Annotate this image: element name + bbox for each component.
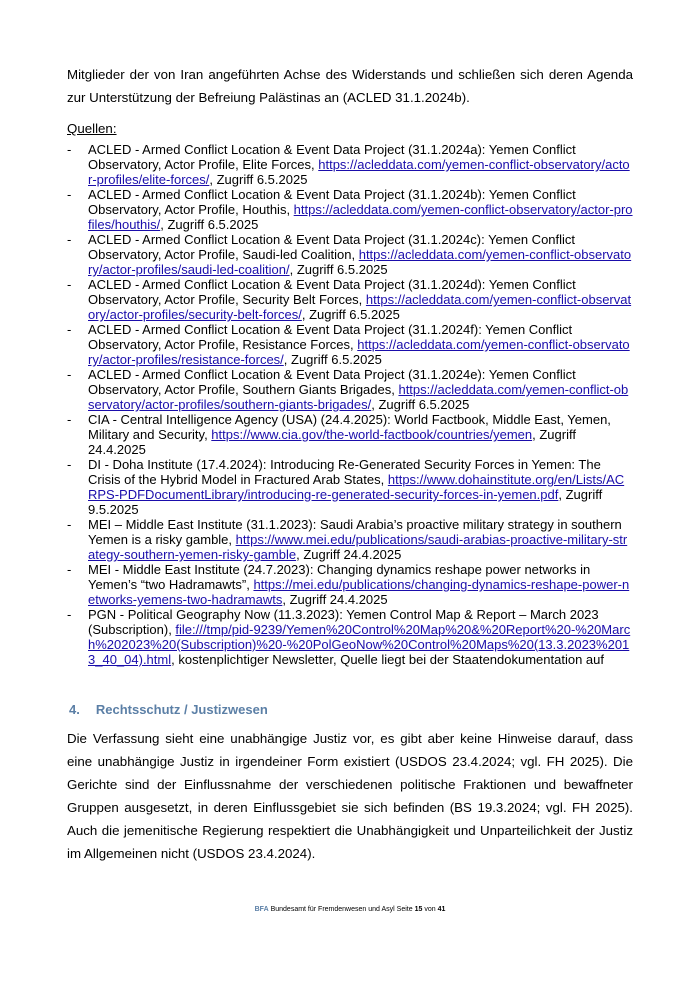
source-suffix: , Zugriff 6.5.2025 [301,307,400,322]
list-item [67,607,633,667]
bullet-dash: - [67,517,72,532]
source-link[interactable]: https://www.mei.edu/publications/saudi-arabias-proactive-military-strategy-southern-yemen-risky-gamble [88,532,628,562]
source-suffix: , Zugriff 9.5.2025 [88,487,603,517]
bullet-dash: - [67,187,72,202]
source-text: MEI – Middle East Institute (31.1.2023): Saudi Arabia’s proactive military strategy in southern Yemen is a risky gamble, [88,517,622,547]
source-suffix: , kostenplichtiger Newsletter, Quelle liegt bei der Staatendokumentation auf [171,652,604,667]
list-item [67,367,633,412]
source-link[interactable]: https://www.dohainstitute.org/en/Lists/ACRPS-PDFDocumentLibrary/introducing-re-generated-security-forces-in-yemen.pdf [88,472,625,502]
source-link[interactable]: file:///tmp/pid-9239/Yemen%20Control%20Map%20&%20Report%20-%20March%202023%20(Subscription)%20-%20PolGeoNow%20Control%20Maps%20(13.3.2023%2013_40_04).html [88,622,631,667]
source-link[interactable]: https://acleddata.com/yemen-conflict-observatory/actor-profiles/resistance-forces/ [88,337,630,367]
source-text: ACLED - Armed Conflict Location & Event Data Project (31.1.2024a): Yemen Conflict Observatory, Actor Profile, Elite Forces, [88,142,576,172]
source-suffix: , Zugriff 6.5.2025 [371,397,470,412]
list-item [67,562,633,607]
footer-page-total: 41 [437,906,446,913]
source-text: ACLED - Armed Conflict Location & Event Data Project (31.1.2024e): Yemen Conflict Observatory, Actor Profile, Southern Giants Brigades, [88,367,576,397]
source-text: MEI - Middle East Institute (24.7.2023): Changing dynamics reshape power networks in Yemen’s “two Hadramawts”, [88,562,591,592]
footer-org: Bundesamt für Fremdenwesen und Asyl [270,906,395,913]
list-item [67,322,633,367]
footer-page-label: Seite [396,906,413,913]
source-suffix: , Zugriff 24.4.2025 [296,547,402,562]
source-suffix: , Zugriff 6.5.2025 [160,217,259,232]
source-suffix: , Zugriff 24.4.2025 [282,592,388,607]
source-suffix: , Zugriff 24.4.2025 [88,427,576,457]
source-link[interactable]: https://acleddata.com/yemen-conflict-observatory/actor-profiles/security-belt-forces/ [88,292,632,322]
source-link[interactable]: https://acleddata.com/yemen-conflict-observatory/actor-profiles/elite-forces/ [88,157,630,187]
bullet-dash: - [67,322,72,337]
source-link[interactable]: https://mei.edu/publications/changing-dynamics-reshape-power-networks-yemens-two-hadramawts [88,577,630,607]
section-heading [69,701,268,719]
source-suffix: , Zugriff 6.5.2025 [289,262,388,277]
list-item [67,517,633,562]
source-link[interactable]: https://acleddata.com/yemen-conflict-observatory/actor-profiles/southern-giants-brigades/ [88,382,629,412]
list-item [67,232,633,277]
source-link[interactable]: https://acleddata.com/yemen-conflict-observatory/actor-profiles/saudi-led-coalition/ [88,247,632,277]
list-item [67,277,633,322]
source-suffix: , Zugriff 6.5.2025 [283,352,382,367]
source-link[interactable]: https://acleddata.com/yemen-conflict-observatory/actor-profiles/houthis/ [88,202,633,232]
body-paragraph: Die Verfassung sieht eine unabhängige Justiz vor, es gibt aber keine Hinweise darauf, dass eine unabhängige Justiz in irgendeiner Form existiert (USDOS 23.4.2024; vgl. FH 2025). Die Gerichte sind der Einflussnahme der verschiedenen politische Fraktionen und bewaffneter Gruppen ausgesetzt, in deren Einflussgebiet sie sich befinden (BS 19.3.2024; vgl. FH 2025). Auch die jemenitische Regierung respektiert die Unabhängigkeit und Unparteilichkeit der Justiz im Allgemeinen nicht (USDOS 23.4.2024). [67,731,633,861]
footer-of-label: von [424,906,436,913]
bullet-dash: - [67,562,72,577]
section-title: Rechtsschutz / Justizwesen [95,702,268,717]
sources-heading: Quellen: [67,121,117,136]
page-footer [0,905,700,915]
source-text: PGN - Political Geography Now (11.3.2023): Yemen Control Map & Report – March 2023 (Subscription), [88,607,599,637]
bullet-dash: - [67,367,72,382]
source-link[interactable]: https://www.cia.gov/the-world-factbook/countries/yemen [211,427,533,442]
source-text: CIA - Central Intelligence Agency (USA) (24.4.2025): World Factbook, Middle East, Yemen, Military and Security, [88,412,611,442]
bullet-dash: - [67,607,72,622]
source-suffix: , Zugriff 6.5.2025 [209,172,308,187]
bullet-dash: - [67,142,72,157]
footer-brand: BFA [254,906,269,913]
footer-page-number: 15 [414,906,423,913]
section-number: 4. [69,702,80,717]
bullet-dash: - [67,412,72,427]
source-text: ACLED - Armed Conflict Location & Event Data Project (31.1.2024c): Yemen Conflict Observatory, Actor Profile, Saudi-led Coalition, [88,232,576,262]
source-text: DI - Doha Institute (17.4.2024): Introducing Re-Generated Security Forces in Yemen: The Crisis of the Hybrid Model in Fractured Arab States, [88,457,601,487]
bullet-dash: - [67,232,72,247]
source-text: ACLED - Armed Conflict Location & Event Data Project (31.1.2024d): Yemen Conflict Observatory, Actor Profile, Security Belt Forces, [88,277,576,307]
intro-paragraph: Mitglieder der von Iran angeführten Achse des Widerstands und schließen sich deren Agenda zur Unterstützung der Befreiung Palästinas an (ACLED 31.1.2024b). [67,67,633,105]
sources-list [67,142,633,667]
bullet-dash: - [67,277,72,292]
list-item [67,457,633,517]
list-item [67,142,633,187]
list-item [67,187,633,232]
bullet-dash: - [67,457,72,472]
list-item [67,412,633,457]
source-text: ACLED - Armed Conflict Location & Event Data Project (31.1.2024f): Yemen Conflict Observatory, Actor Profile, Resistance Forces, [88,322,573,352]
source-text: ACLED - Armed Conflict Location & Event Data Project (31.1.2024b): Yemen Conflict Observatory, Actor Profile, Houthis, [88,187,576,217]
